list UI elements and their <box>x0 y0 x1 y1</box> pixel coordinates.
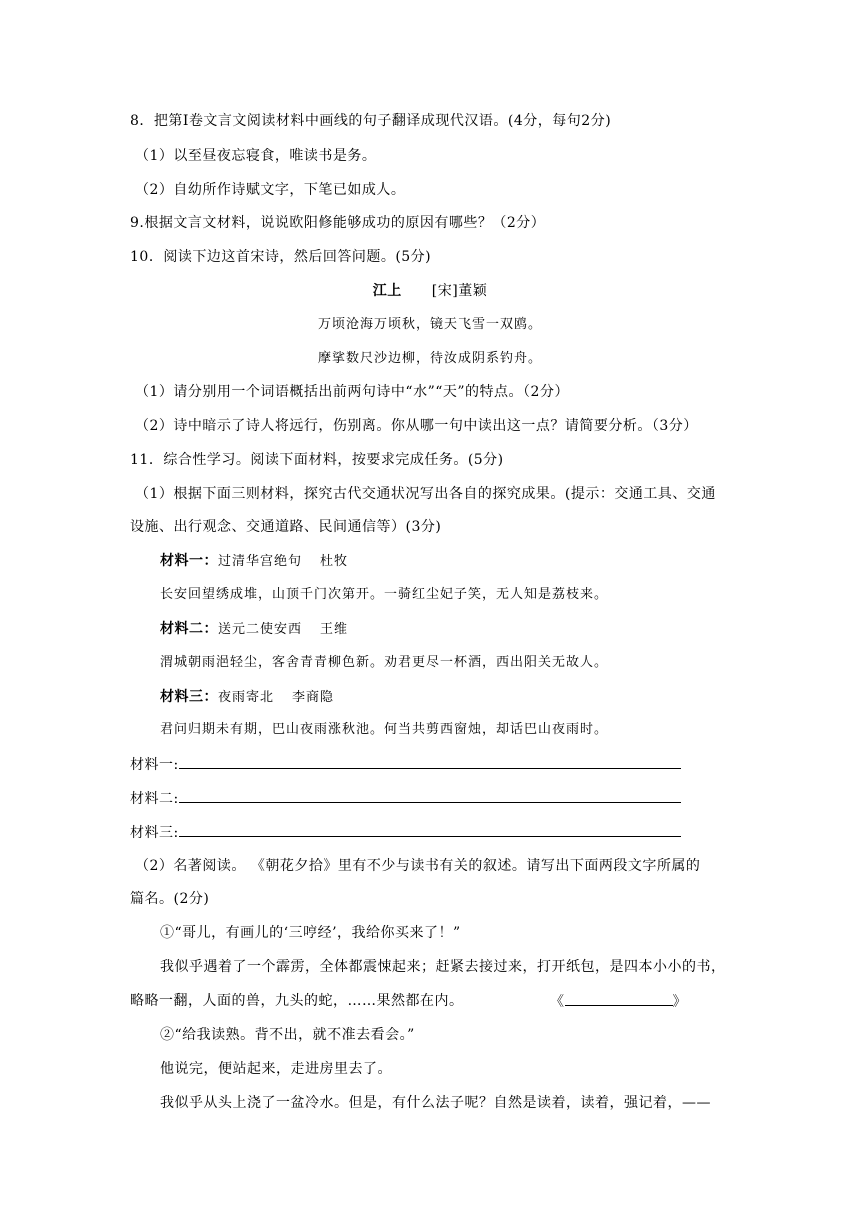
passage-1-line-1: 我似乎遇着了一个霹雳，全体都震悚起来；赶紧去接过来，打开纸包，是四本小小的书， <box>160 959 726 975</box>
material-2-label: 材料二： <box>160 621 218 637</box>
answer-1-label: 材料一: <box>130 757 179 773</box>
answer-row-3 <box>130 822 681 843</box>
answer-1-blank[interactable] <box>179 754 681 769</box>
q8-stem: 8．把第Ⅰ卷文言文阅读材料中画线的句子翻译成现代汉语。(4分，每句2分) <box>130 113 612 129</box>
q11-sub-1-line-2: 设施、出行观念、交通道路、民间通信等）(3分) <box>130 519 442 535</box>
material-3-author: 李商隐 <box>292 690 335 705</box>
passage-2-line-2: 我似乎从头上浇了一盆冷水。但是，有什么法子呢？自然是读着，读着，强记着，—— <box>160 1095 711 1111</box>
material-3-label: 材料三： <box>160 689 218 705</box>
poem-title: 江上 <box>372 283 402 299</box>
passage-1-answer <box>550 991 687 1012</box>
q8-sentence-1: （1）以至昼夜忘寝食，唯读书是务。 <box>135 148 377 164</box>
q10-sub-1: （1）请分别用一个词语概括出前两句诗中“水”“天”的特点。（2分） <box>135 384 569 400</box>
q8-sentence-2: （2）自幼所作诗赋文字，下笔已如成人。 <box>135 182 406 198</box>
passage-2-quote: ②“给我读熟。背不出，就不准去看会。” <box>160 1027 415 1043</box>
passage-1-blank[interactable] <box>565 991 673 1006</box>
poem-heading <box>0 281 860 301</box>
answer-2-label: 材料二: <box>130 791 179 807</box>
book-close: 》 <box>672 994 687 1010</box>
material-3-title: 夜雨寄北 <box>218 690 275 705</box>
material-1-author: 杜牧 <box>320 554 349 569</box>
material-1-title: 过清华宫绝句 <box>218 554 303 569</box>
material-1-heading <box>160 551 348 572</box>
q11-sub-2-line-2: 篇名。(2分) <box>130 891 210 907</box>
passage-2-line-1: 他说完，便站起来，走进房里去了。 <box>160 1061 392 1077</box>
q11-sub-2-line-1: （2）名著阅读。 《朝花夕拾》里有不少与读书有关的叙述。请写出下面两段文字所属的 <box>135 858 701 874</box>
answer-row-1 <box>130 754 681 775</box>
poem-author: [宋]董颖 <box>431 283 488 299</box>
material-3-heading <box>160 687 334 708</box>
answer-3-blank[interactable] <box>179 822 681 837</box>
q10-sub-2: （2）诗中暗示了诗人将远行，伤别离。你从哪一句中读出这一点？请简要分析。（3分） <box>135 418 698 434</box>
passage-1-line-2: 略略一翻，人面的兽，九头的蛇，……果然都在内。 <box>130 993 464 1009</box>
book-open: 《 <box>550 994 565 1010</box>
material-1-text: 长安回望绣成堆，山顶千门次第开。一骑红尘妃子笑，无人知是荔枝来。 <box>160 587 609 602</box>
q10-stem: 10．阅读下边这首宋诗，然后回答问题。(5分) <box>130 249 432 265</box>
material-1-label: 材料一： <box>160 553 218 569</box>
answer-2-blank[interactable] <box>179 788 681 803</box>
answer-row-2 <box>130 788 681 809</box>
passage-1-quote: ①“哥儿，有画儿的‘三哼经’，我给你买来了！” <box>160 925 461 941</box>
q9-stem: 9.根据文言文材料，说说欧阳修能够成功的原因有哪些？（2分） <box>130 215 546 231</box>
material-2-heading <box>160 619 348 640</box>
material-3-text: 君问归期未有期，巴山夜雨涨秋池。何当共剪西窗烛，却话巴山夜雨时。 <box>160 722 609 737</box>
material-2-author: 王维 <box>320 622 349 637</box>
q11-sub-1-line-1: （1）根据下面三则材料，探究古代交通状况写出各自的探究成果。(提示：交通工具、交通 <box>135 486 716 502</box>
poem-line-2: 摩挲数尺沙边柳，待汝成阴系钓舟。 <box>317 351 542 366</box>
poem-line-1: 万顷沧海万顷秋，镜天飞雪一双鸥。 <box>317 317 542 332</box>
answer-3-label: 材料三: <box>130 825 179 841</box>
material-2-title: 送元二使安西 <box>218 622 303 637</box>
material-2-text: 渭城朝雨浥轻尘，客舍青青柳色新。劝君更尽一杯酒，西出阳关无故人。 <box>160 655 609 670</box>
q11-stem: 11．综合性学习。阅读下面材料，按要求完成任务。(5分) <box>130 452 504 468</box>
